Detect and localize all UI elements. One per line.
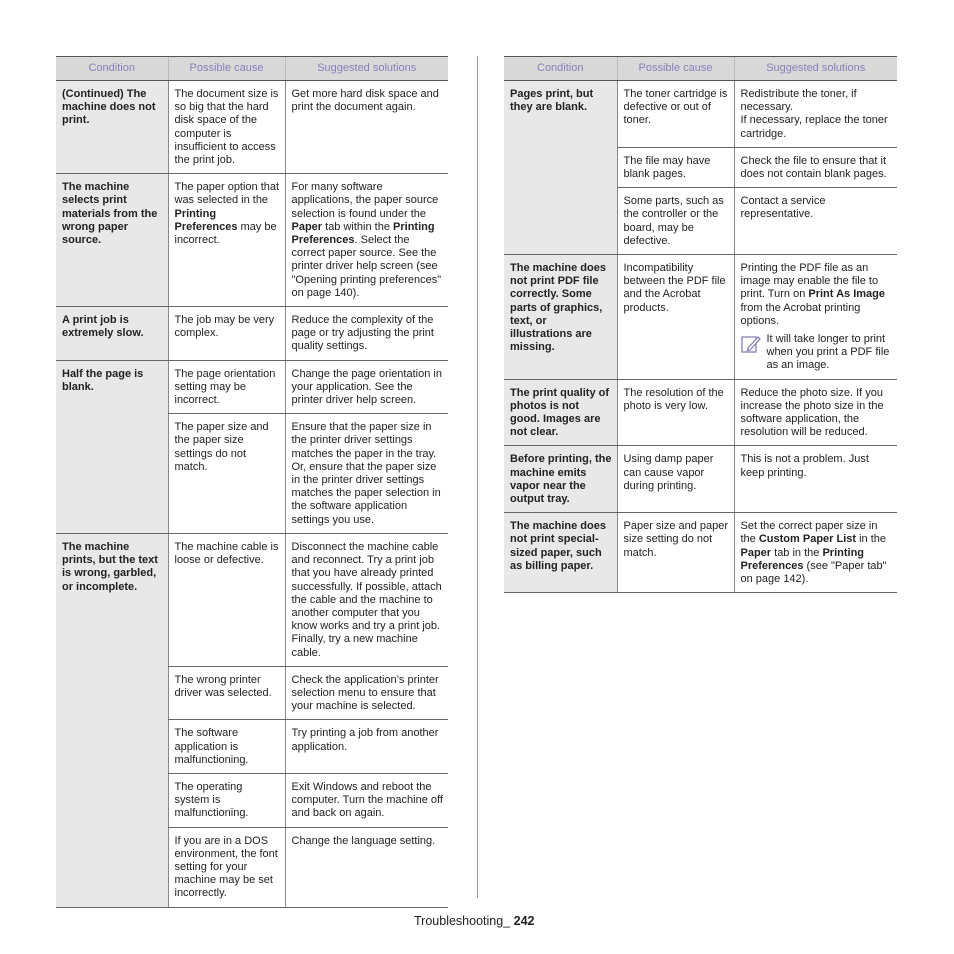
solution-text: Printing the PDF file as an image may enable the file to print. Turn on bbox=[740, 262, 879, 301]
solution-cell bbox=[285, 81, 448, 174]
cause-cell: Paper size and paper size setting do not match. bbox=[617, 513, 734, 593]
solution-cell bbox=[734, 188, 897, 255]
solution-text: Get more hard disk space and print the document again. bbox=[291, 88, 439, 114]
table-row bbox=[56, 307, 448, 361]
solution-text: Ensure that the paper size in the printer driver settings matches the paper in the tray. bbox=[291, 421, 437, 460]
solution-text: tab within the bbox=[322, 220, 394, 233]
solution-text: Change the page orientation in your application. See the printer driver help screen. bbox=[291, 367, 442, 407]
cause-cell: If you are in a DOS environment, the font setting for your machine may be set incorrectly. bbox=[168, 827, 285, 907]
condition-cell: Pages print, but they are blank. bbox=[504, 81, 617, 255]
page-number: 242 bbox=[513, 914, 535, 928]
table-row bbox=[504, 379, 897, 446]
solution-text: Reduce the complexity of the page or try adjusting the print quality settings. bbox=[291, 314, 434, 353]
page-footer bbox=[414, 914, 534, 928]
solution-text: If necessary, replace the toner cartridge. bbox=[740, 114, 888, 140]
header-condition: Condition bbox=[56, 57, 168, 81]
condition-cell: The print quality of photos is not good. Images are not clear. bbox=[504, 379, 617, 446]
note-pencil-icon bbox=[741, 333, 767, 373]
solution-cell bbox=[285, 307, 448, 361]
table-row bbox=[504, 81, 897, 148]
solution-cell bbox=[285, 360, 448, 414]
cause-cell: The machine cable is loose or defective. bbox=[168, 533, 285, 666]
ui-term-printing-preferences: Printing Preferences bbox=[291, 220, 435, 247]
solution-text: from the Acrobat printing options. bbox=[740, 301, 861, 327]
condition-cell: Half the page is blank. bbox=[56, 360, 168, 533]
table-row bbox=[56, 81, 448, 174]
solution-cell bbox=[734, 379, 897, 446]
condition-cell: (Continued) The machine does not print. bbox=[56, 81, 168, 174]
ui-term-custom-paper-list: Custom Paper List bbox=[758, 533, 857, 546]
ui-term-printing-preferences: Printing Preferences bbox=[174, 207, 238, 233]
solution-cell bbox=[285, 773, 448, 827]
solution-text: tab in the bbox=[771, 546, 823, 559]
cause-cell: The page orientation setting may be incorrect. bbox=[168, 360, 285, 414]
condition-cell: A print job is extremely slow. bbox=[56, 307, 168, 361]
ui-term-print-as-image: Print As Image bbox=[808, 288, 885, 301]
solution-text: Or, ensure that the paper size in the printer driver settings matches the paper selection in the software application settings you use. bbox=[291, 460, 441, 526]
solution-cell bbox=[734, 147, 897, 187]
column-divider bbox=[477, 56, 478, 898]
solution-text: Check the application’s printer selection menu to ensure that your machine is selected. bbox=[291, 673, 439, 713]
header-cause: Possible cause bbox=[617, 57, 734, 81]
cause-cell: The document size is so big that the hard disk space of the computer is insufficient to access the print job. bbox=[168, 81, 285, 174]
cause-cell bbox=[168, 174, 285, 307]
condition-cell: The machine does not print PDF file correctly. Some parts of graphics, text, or illustrations are missing. bbox=[504, 255, 617, 380]
solution-text: (see "Paper tab" on page 142). bbox=[740, 559, 887, 586]
cause-cell: The software application is malfunctioning. bbox=[168, 720, 285, 774]
table-header-row bbox=[504, 57, 897, 81]
troubleshooting-table-right bbox=[504, 56, 897, 593]
table-row bbox=[504, 255, 897, 380]
solution-cell bbox=[285, 666, 448, 720]
header-cause: Possible cause bbox=[168, 57, 285, 81]
ui-term-paper: Paper bbox=[740, 546, 772, 559]
cause-cell: The toner cartridge is defective or out of toner. bbox=[617, 81, 734, 148]
header-solution: Suggested solutions bbox=[285, 57, 448, 81]
solution-cell bbox=[734, 446, 897, 513]
condition-cell: The machine prints, but the text is wrong, garbled, or incomplete. bbox=[56, 533, 168, 907]
solution-cell bbox=[285, 827, 448, 907]
cause-cell: The paper size and the paper size settings do not match. bbox=[168, 414, 285, 534]
cause-cell: The job may be very complex. bbox=[168, 307, 285, 361]
ui-term-paper: Paper bbox=[291, 220, 323, 233]
solution-text: Disconnect the machine cable and reconnect. Try a print job that you have already printed successfully. If possible, attach the cable and the machine to another computer that you know works and try a print job. Finally, try a new machine cable. bbox=[291, 540, 442, 659]
cause-cell: Some parts, such as the controller or the board, may be defective. bbox=[617, 188, 734, 255]
cause-cell: The wrong printer driver was selected. bbox=[168, 666, 285, 720]
cause-cell: Incompatibility between the PDF file and the Acrobat products. bbox=[617, 255, 734, 380]
table-row bbox=[504, 446, 897, 513]
table-row bbox=[56, 533, 448, 666]
header-condition: Condition bbox=[504, 57, 617, 81]
condition-cell: The machine does not print special- sized paper, such as billing paper. bbox=[504, 513, 617, 593]
table-header-row bbox=[56, 57, 448, 81]
solution-text: Exit Windows and reboot the computer. Turn the machine off and back on again. bbox=[291, 780, 443, 820]
cause-cell: The resolution of the photo is very low. bbox=[617, 379, 734, 446]
condition-cell: Before printing, the machine emits vapor near the output tray. bbox=[504, 446, 617, 513]
cause-cell: The operating system is malfunctioning. bbox=[168, 773, 285, 827]
solution-cell bbox=[285, 174, 448, 307]
table-row bbox=[504, 513, 897, 593]
solution-text: Contact a service representative. bbox=[740, 195, 826, 221]
solution-text: Set the correct paper size in the bbox=[740, 520, 878, 546]
solution-text: Change the language setting. bbox=[291, 834, 436, 847]
cause-cell: Using damp paper can cause vapor during printing. bbox=[617, 446, 734, 513]
table-row bbox=[56, 360, 448, 414]
solution-cell bbox=[734, 81, 897, 148]
solution-text: . Select the correct paper source. See the printer driver help screen (see "Opening printing preferences" on page 140). bbox=[291, 234, 442, 299]
troubleshooting-table-left bbox=[56, 56, 448, 908]
solution-cell bbox=[285, 720, 448, 774]
cause-cell: The file may have blank pages. bbox=[617, 147, 734, 187]
solution-text: Check the file to ensure that it does not contain blank pages. bbox=[740, 154, 887, 181]
cause-text: may be incorrect. bbox=[174, 220, 277, 247]
solution-cell bbox=[734, 513, 897, 593]
solution-cell bbox=[734, 255, 897, 380]
note-text: It will take longer to print when you print a PDF file as an image. bbox=[766, 333, 890, 372]
solution-text: For many software applications, the paper source selection is found under the bbox=[291, 181, 439, 220]
condition-cell: The machine selects print materials from the wrong paper source. bbox=[56, 174, 168, 307]
table-row bbox=[56, 174, 448, 307]
solution-text: Reduce the photo size. If you increase the photo size in the software application, the resolution will be reduced. bbox=[740, 386, 884, 439]
ui-term-printing-preferences: Printing Preferences bbox=[740, 546, 865, 572]
solution-text: Redistribute the toner, if necessary. bbox=[740, 88, 857, 114]
solution-cell bbox=[285, 533, 448, 666]
cause-text: The paper option that was selected in the bbox=[174, 181, 280, 207]
note-box bbox=[741, 333, 893, 373]
solution-text: Try printing a job from another application. bbox=[291, 727, 439, 753]
solution-cell bbox=[285, 414, 448, 534]
header-solution: Suggested solutions bbox=[734, 57, 897, 81]
solution-text: This is not a problem. Just keep printing. bbox=[740, 453, 869, 479]
footer-section: Troubleshooting_ bbox=[414, 914, 511, 928]
solution-text: in the bbox=[856, 533, 887, 546]
